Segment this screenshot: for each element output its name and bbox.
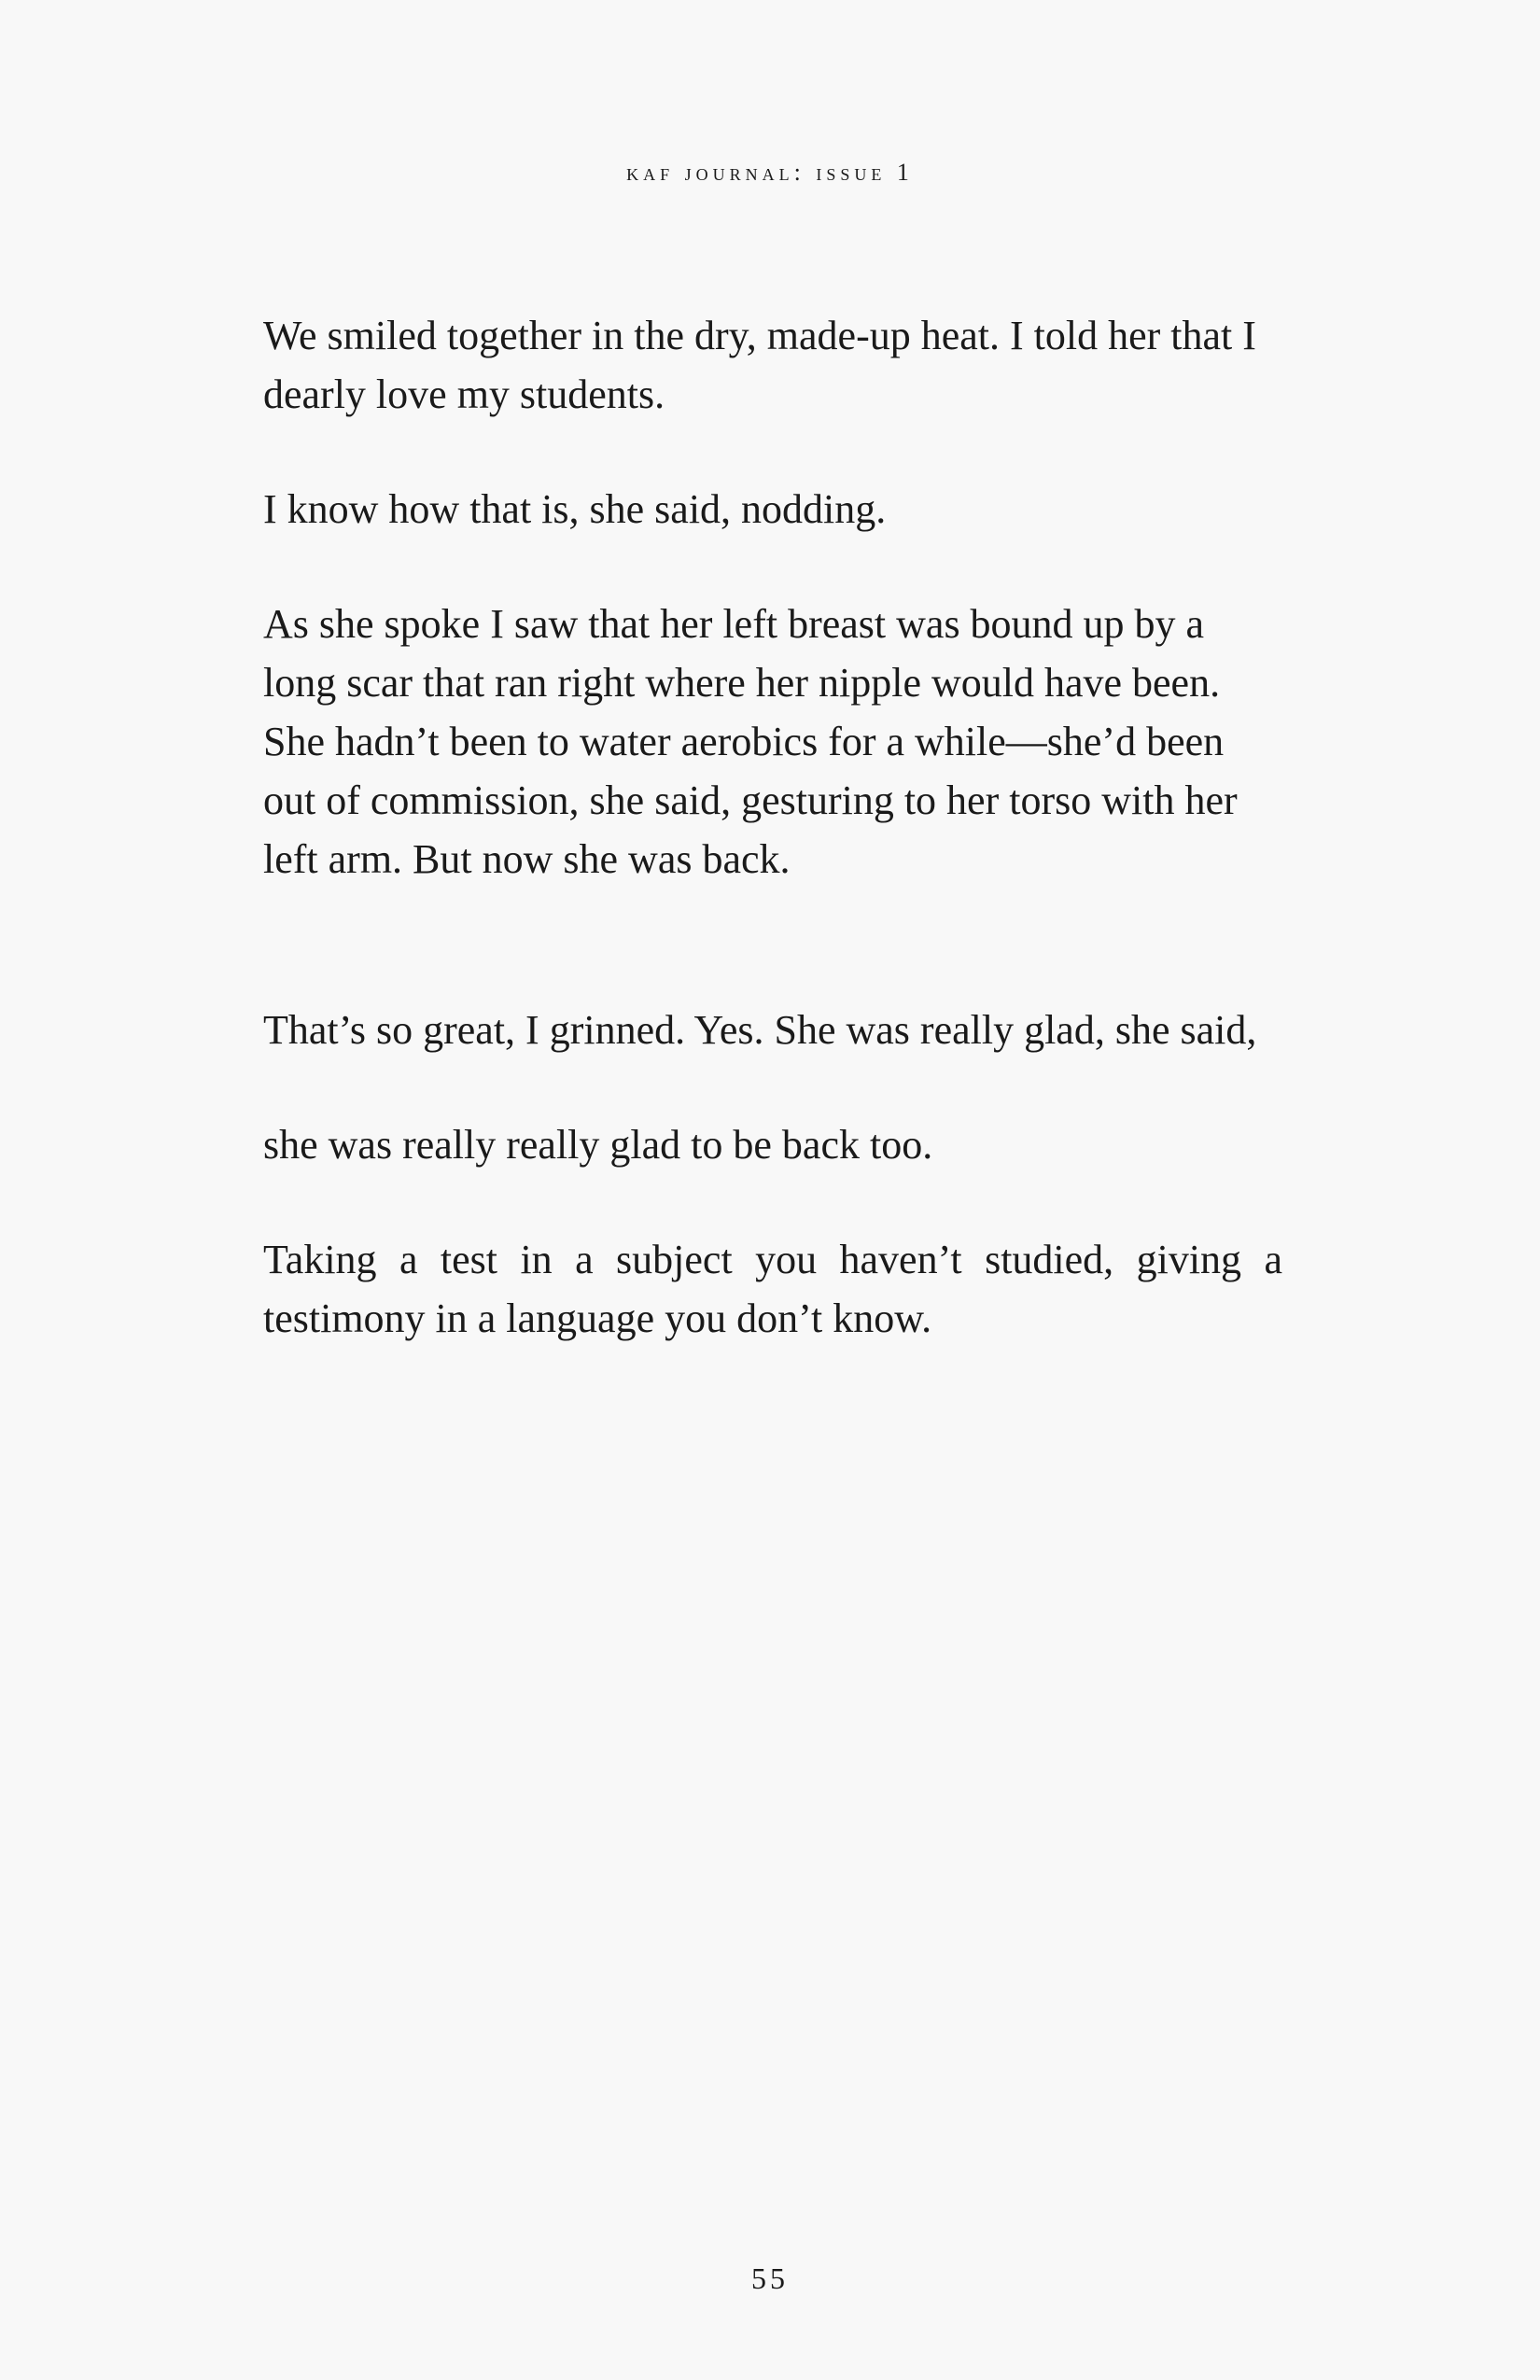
paragraph-4: That’s so great, I grinned. Yes. She was really glad, she said, bbox=[263, 1007, 1257, 1053]
paragraph-5: she was really really glad to be back too. bbox=[263, 1122, 933, 1168]
paragraph-3: As she spoke I saw that her left breast was bound up by a long scar that ran right where her nipple would have been. She hadn’t been to water aerobics for a while—she’d been out of commission, she said, gesturing to her torso with her left arm. But now she was back. bbox=[263, 601, 1238, 882]
running-head: kaf journal: issue 1 bbox=[626, 159, 914, 186]
paragraph-2: I know how that is, she said, nodding. bbox=[263, 486, 887, 532]
page-number: 55 bbox=[751, 2261, 789, 2295]
body-text bbox=[263, 306, 1282, 1404]
paragraph-6: Taking a test in a subject you haven’t studied, giving a testimony in a language you don’t know. bbox=[263, 1237, 1282, 1341]
paragraph-1: We smiled together in the dry, made-up heat. I told her that I dearly love my students. bbox=[263, 313, 1256, 417]
